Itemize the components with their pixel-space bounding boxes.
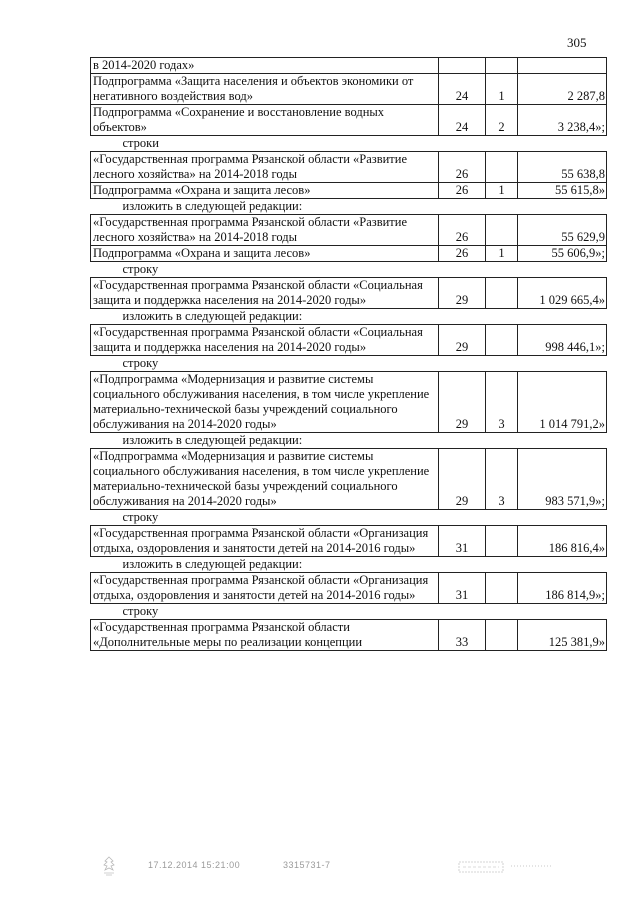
amount-cell: 983 571,9»; — [518, 449, 607, 510]
table-row — [91, 183, 607, 199]
section-code-cell: 24 — [439, 74, 486, 105]
amount-cell: 55 615,8» — [518, 183, 607, 199]
program-name-cell: «Государственная программа Рязанской области «Развитие лесного хозяйства» на 2014-2018 годы — [91, 215, 439, 246]
subsection-code-cell — [486, 526, 518, 557]
footer-timestamp: 17.12.2014 15:21:00 — [148, 860, 241, 870]
instruction-text: строку — [122, 604, 159, 618]
program-name-cell: «Государственная программа Рязанской области «Социальная защита и поддержка населения на 2014-2020 годы» — [91, 278, 439, 309]
subsection-code-cell: 1 — [486, 74, 518, 105]
amount-cell: 998 446,1»; — [518, 325, 607, 356]
amount-cell: 125 381,9» — [518, 620, 607, 651]
subsection-code-cell — [486, 58, 518, 74]
section-code-cell: 29 — [439, 278, 486, 309]
program-name-cell: Подпрограмма «Сохранение и восстановление водных объектов» — [91, 105, 439, 136]
budget-table-body — [91, 58, 607, 651]
section-code-cell: 31 — [439, 573, 486, 604]
subsection-code-cell — [486, 215, 518, 246]
section-code-cell: 29 — [439, 449, 486, 510]
table-row — [91, 325, 607, 356]
instruction-row — [91, 604, 607, 620]
amount-cell: 186 816,4» — [518, 526, 607, 557]
amount-cell: 186 814,9»; — [518, 573, 607, 604]
budget-table — [90, 57, 607, 651]
instruction-row — [91, 262, 607, 278]
instruction-text: изложить в следующей редакции: — [122, 309, 303, 323]
instruction-row — [91, 557, 607, 573]
subsection-code-cell — [486, 573, 518, 604]
instruction-row — [91, 433, 607, 449]
instruction-row — [91, 309, 607, 325]
program-name-cell: Подпрограмма «Охрана и защита лесов» — [91, 246, 439, 262]
table-row — [91, 246, 607, 262]
table-row — [91, 278, 607, 309]
subsection-code-cell — [486, 152, 518, 183]
amount-cell: 55 638,8 — [518, 152, 607, 183]
section-code-cell: 26 — [439, 152, 486, 183]
subsection-code-cell — [486, 278, 518, 309]
program-name-cell: «Государственная программа Рязанской области «Развитие лесного хозяйства» на 2014-2018 годы — [91, 152, 439, 183]
section-code-cell: 29 — [439, 372, 486, 433]
coat-of-arms-mark — [98, 855, 120, 877]
subsection-code-cell: 3 — [486, 449, 518, 510]
program-name-cell: «Государственная программа Рязанской области «Дополнительные меры по реализации концепции — [91, 620, 439, 651]
amount-cell: 55 629,9 — [518, 215, 607, 246]
instruction-row — [91, 199, 607, 215]
table-row — [91, 449, 607, 510]
section-code-cell: 31 — [439, 526, 486, 557]
table-row — [91, 573, 607, 604]
registration-stamp-mark — [458, 861, 504, 873]
amount-cell: 55 606,9»; — [518, 246, 607, 262]
program-name-cell: «Подпрограмма «Модернизация и развитие системы социального обслуживания населения, в том числе укрепление материально-технической базы учреждений социального обслуживания на 2014-2020 годы» — [91, 449, 439, 510]
instruction-row — [91, 136, 607, 152]
section-code-cell — [439, 58, 486, 74]
instruction-text: строки — [122, 136, 159, 150]
subsection-code-cell: 2 — [486, 105, 518, 136]
instruction-text: изложить в следующей редакции: — [122, 433, 303, 447]
program-name-cell: «Подпрограмма «Модернизация и развитие системы социального обслуживания населения, в том числе укрепление материально-технической базы учреждений социального обслуживания на 2014-2020 годы» — [91, 372, 439, 433]
amount-cell: 1 014 791,2» — [518, 372, 607, 433]
instruction-text: изложить в следующей редакции: — [122, 557, 303, 571]
program-name-cell: Подпрограмма «Охрана и защита лесов» — [91, 183, 439, 199]
amount-cell: 3 238,4»; — [518, 105, 607, 136]
subsection-code-cell: 1 — [486, 183, 518, 199]
program-name-cell: «Государственная программа Рязанской области «Организация отдыха, оздоровления и занятости детей на 2014-2016 годы» — [91, 526, 439, 557]
subsection-code-cell — [486, 620, 518, 651]
amount-cell: 2 287,8 — [518, 74, 607, 105]
program-name-cell: «Государственная программа Рязанской области «Социальная защита и поддержка населения на 2014-2020 годы» — [91, 325, 439, 356]
section-code-cell: 29 — [439, 325, 486, 356]
footer-document-code: 3315731-7 — [283, 860, 331, 870]
section-code-cell: 26 — [439, 183, 486, 199]
amount-cell — [518, 58, 607, 74]
section-code-cell: 24 — [439, 105, 486, 136]
program-name-cell: Подпрограмма «Защита населения и объектов экономики от негативного воздействия вод» — [91, 74, 439, 105]
program-name-cell: в 2014-2020 годах» — [91, 58, 439, 74]
table-row — [91, 105, 607, 136]
table-row — [91, 58, 607, 74]
section-code-cell: 26 — [439, 246, 486, 262]
barcode-mark — [510, 863, 554, 869]
program-name-cell: «Государственная программа Рязанской области «Организация отдыха, оздоровления и занятости детей на 2014-2016 годы» — [91, 573, 439, 604]
section-code-cell: 26 — [439, 215, 486, 246]
page-footer — [98, 855, 558, 881]
instruction-text: изложить в следующей редакции: — [122, 199, 303, 213]
table-row — [91, 74, 607, 105]
instruction-text: строку — [122, 262, 159, 276]
subsection-code-cell: 3 — [486, 372, 518, 433]
subsection-code-cell — [486, 325, 518, 356]
table-row — [91, 526, 607, 557]
table-row — [91, 620, 607, 651]
table-row — [91, 372, 607, 433]
instruction-row — [91, 356, 607, 372]
section-code-cell: 33 — [439, 620, 486, 651]
page-number: 305 — [567, 35, 587, 50]
instruction-text: строку — [122, 356, 159, 370]
table-row — [91, 215, 607, 246]
instruction-row — [91, 510, 607, 526]
amount-cell: 1 029 665,4» — [518, 278, 607, 309]
budget-table-section — [90, 57, 606, 651]
subsection-code-cell: 1 — [486, 246, 518, 262]
table-row — [91, 152, 607, 183]
instruction-text: строку — [122, 510, 159, 524]
